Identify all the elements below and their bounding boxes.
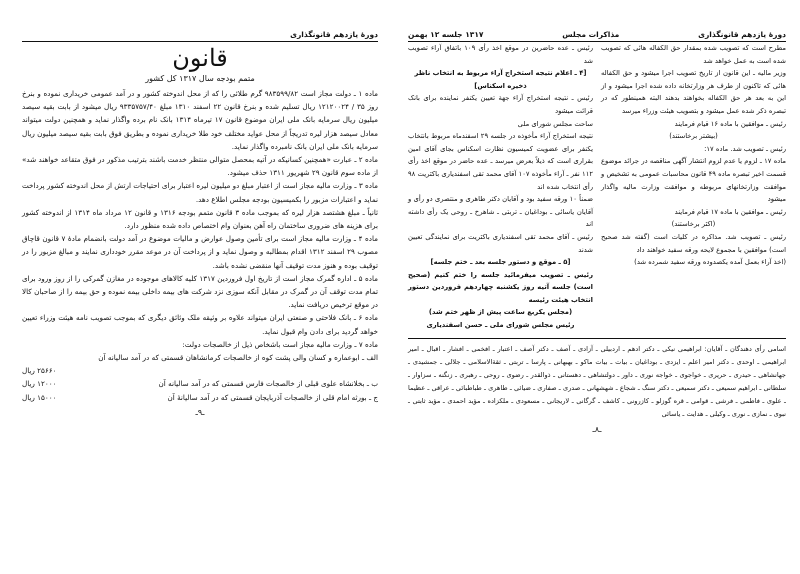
column-right (601, 42, 786, 332)
transcript-paragraph: ساحت مجلس شورای ملی (517, 119, 593, 128)
article-paragraph: الف ـ ابوعماره و کسان والی پشت کوه از خالصجات کرمانشاهان قسمتی که در آمد سالیانه آن (98, 353, 378, 363)
transcript-paragraph: رئیس ـ تصویب شد. ماده ۱۷: (704, 144, 786, 153)
transcript-paragraph: [۴ ـ اعلام نتیجه استخراج آراء مربوط به انتخاب ناظر ذخیره اسکناس] (414, 69, 587, 90)
document-subtitle: متمم بودجه سال ۱۳۱۷ کل کشور (145, 74, 255, 83)
page-header (408, 30, 786, 42)
article-paragraph: ماده ۴ ـ وزارت مالیه مجاز است برای تأمین وصول عوارض و مالیات موضوع در آمد دولت بانضمام مادهٔ ۷ قانون قاچاق مصوب ۲۹ اسفند ۱۳۱۲ اقدام بمطالبه و وصول نماید و از پرداخت آن در موعد مقرر خودداری نمایند و مبالغ مزبور را در توقیف بوده و هنوز مدت توقیف آنها منقضی نشده باشد. (22, 234, 378, 270)
page-number: ـ۸ـ (592, 424, 602, 434)
transcript-paragraph: (بیشتر برخاستند) (669, 132, 718, 141)
voters-text: اسامی رأی دهندگان ـ آقایان: ابراهیمی نیکی ـ دکتر ادهم ـ اردبیلی ـ آزادی ـ آصف ـ دکتر آصف ـ اعتبار ـ افخمی ـ افشار ـ اقبال ـ امیر ابراهیمی ـ اوحدی ـ دکتر امیر اعلم ـ ایزدی ـ بوداغیان ـ بیات ـ بیات ماکو ـ بهبهانی ـ پارسا ـ تربتی ـ ثقةالاسلامی ـ جلالی ـ جمشیدی ـ جهانشاهی ـ حیدری ـ حریری ـ خواجوی ـ خواجه نوری ـ داور ـ دولتشاهی ـ دهستانی ـ ذوالقدر ـ رضوی ـ روحی ـ رهبری ـ زنگنه ـ سزاوار ـ سلطانی ـ ابراهیم سمیعی ـ دکتر سمیعی ـ دکتر سنگ ـ شجاع ـ شهشهانی ـ صدری ـ صفاری ـ ضیائی ـ طاهری ـ طباطبائی ـ عراقی ـ عظیما ـ علوی ـ فاطمی ـ فرشی ـ قوامی ـ قره گوزلو ـ کازرونی ـ کاشف ـ گرگانی ـ لاریجانی ـ مسعودی ـ ملکزاده ـ مؤید احمدی ـ مؤید ثابتی ـ نبوی ـ نمازی ـ نوری ـ وکیلی ـ هدایت ـ یاسائی (408, 344, 786, 418)
transcript-paragraph: رئیس ـ تصویب شد. مذاکره در کلیات است (گفته شد صحیح است) موافقین با مجموع لایحه ورقه سفید خواهند داد (601, 232, 786, 254)
transcript-paragraph: ضمناً ۱۰ ورقه سفید بود و آقایان دکتر طاهری و منتصری دو رأی و آقایان یاسائی ـ بوداغیان ـ تربتی ـ شاهرخ ـ روحی یک رأی داشته اند (408, 195, 593, 229)
transcript-paragraph: ماده ۱۷ ـ لزوم یا عدم لزوم انتشار آگهی مناقصه در جرائد موضوع قسمت اخیر تبصره ماده ۴۹ قانون محاسبات عمومی به تشخیص و موافقت وزارتخانهای مربوطه و موافقت وزارت مالیه واگذار میشود (601, 157, 786, 204)
amount-label: ب ـ بخلانشاه علوی قبلی از خالصجات فارس قسمتی که در آمد سالیانه آن (158, 379, 378, 389)
article-paragraph: ماده ۳ ـ وزارت مالیه مجاز است از اعتبار مبلغ دو میلیون لیره اعتبار برای احتیاجات ارتش از محل اندوخته کشور پرداخت نماید و اعتبارات مزبور را بکمیسیون بودجه مجلس اطلاع دهد. (22, 181, 378, 204)
article-paragraph: ثانیاً ـ مبلغ هشتصد هزار لیره که بموجب ماده ۳ قانون متمم بودجه ۱۳۱۶ و قانون ۱۲ مرداد ماه ۱۳۱۴ از اندوخته کشور برای هزینه های ضروری ساختمان راه آهن بعنوان وام اختصاص داده شده منظور دارد. (22, 207, 379, 231)
transcript-paragraph: رئیس ـ تصویب میفرمائید جلسه را ختم کنیم (صحیح است) جلسه آتیه روز یکشنبه چهاردهم فروردین دستور انتخاب هیئت رئیسه (408, 270, 593, 304)
amount-value: ۱۵۰۰۰ ریال (22, 392, 57, 402)
page-number: ـ۹ـ (195, 407, 205, 417)
transcript-paragraph: رئیس ـ موافقین با ماده ۱۶ قیام فرمایند (674, 119, 786, 128)
transcript-paragraph: رئیس ـ عده حاضرین در موقع اخذ رأی ۱۰۹ باتفاق آراء تصویب شد (408, 44, 593, 65)
voters-list (408, 338, 786, 421)
column-left (408, 42, 593, 332)
transcript-paragraph: (اکثر برخاستند) (671, 220, 716, 229)
transcript-paragraph: [۵ ـ موقع و دستور جلسه بعد ـ ختم جلسه] (430, 258, 571, 267)
header-right: دورهٔ یازدهم قانونگذاری (698, 30, 786, 39)
header-left: ۱۳۱۷ جلسه ۱۲ بهمن (408, 30, 484, 39)
transcript-paragraph: (مجلس یکربع ساعت پیش از ظهر ختم شد) (428, 308, 573, 317)
columns (408, 42, 786, 332)
transcript-paragraph: رئیس مجلس شورای ملی ـ حسن اسفندیاری (426, 321, 575, 330)
left-body (22, 87, 378, 364)
article-paragraph: ماده ۲ ـ عبارت «همچنین کسانیکه در آتیه بمحصل متوالی منتظر خدمت باشند بترتیب مذکور در فوق متقاعد خواهند شد» از ماده سوم قانون ۲۹ شهریور ۱۳۱۱ حذف میشود. (22, 155, 378, 178)
header-title: دورهٔ یازدهم قانونگذاری (290, 30, 378, 39)
transcript-paragraph: (اخذ آراء بعمل آمده یکصدوده ورقه سفید شمرده شد) (634, 258, 786, 267)
amount-row (22, 364, 378, 377)
article-paragraph: ماده ۵ ـ اداره گمرک مجاز است از تاریخ اول فروردین ۱۳۱۷ کلیه کالاهای موجوده در مغازن گمرکی را از روز ورود برای تمام مدت توقف آن در گمرک در مقابل آنکه سوزی نزد شرکت های بیمه داخلی بیمه نموده و حق بیمه را از صاحبان کالا در موقع ترخیص دریافت نماید. (22, 273, 378, 310)
amount-row (22, 391, 378, 404)
page-header (22, 30, 378, 42)
header-center: مذاکرات مجلس (562, 30, 620, 39)
amounts-list (22, 364, 378, 404)
amount-row (22, 377, 378, 390)
amount-value: ۲۵۶۶۰ ریال (22, 366, 57, 376)
transcript-paragraph: مطرح است که تصویب شده بمقدار حق الکفاله هائی که تصویب شده است به عمل خواهد شد (601, 44, 786, 65)
amount-label: ج ـ بورثه امام قلی از خالصجات آذربایجان قسمتی که در آمد سالیانهٔ آن (167, 392, 378, 402)
right-page (400, 0, 800, 574)
transcript-paragraph: رئیس ـ نتیجه استخراج آراء جهة تعیین یکنفر نماینده برای بانک قرائت میشود (408, 94, 593, 115)
document-title: قانون (172, 44, 228, 72)
article-paragraph: ماده ۱ ـ دولت مجاز است ۹۸۳۵۹۹/۸۲ گرم طلائی را که از محل اندوخته کشور و در آمد عمومی خریداری نموده و بنرخ روز ۳۵ / ۱۲۱۲۰۰۲۴ ریال تسلیم شده و بنرخ قانون ۲۲ اسفند ۱۳۱۰ مبلغ ۹۳۳۵۷۵۷/۴۰ ریال میشود از بابت بقیه سیصد میلیون ریال سرمایه بانک ملی ایران موضوع قانون ۱۷ تیرماه ۱۳۱۴ بانک نام برده واگذار نماید و همچنین دولت میتواند معادل سیصد هزار لیره تدریجاً از محل عواید مختلف خود طلا خریداری نموده و بطریق فوق بابت بقیه سیصد میلیون ریال سرمایه بانک ملی ایران بانک نامبرده واگذار نماید. (22, 89, 379, 151)
article-paragraph: ماده ۶ ـ بانک فلاحتی و صنعتی ایران میتواند علاوه بر وثیقه ملک وثائق دیگری که بموجب تصویب نامه هیئت وزراء تعیین خواهد گردید برای دادن وام قبول نماید. (22, 313, 378, 336)
article-paragraph: ماده ۷ ـ وزارت مالیه مجاز است باشخاص ذیل از خالصجات دولت: (182, 339, 378, 349)
transcript-paragraph: وزیر مالیه ـ این قانون از تاریخ تصویب اجرا میشود و حق الکفاله هائی که تاکنون از طرف هر وزارتخانه داده شده اجرا میشود و از این به بعد هر حق الکفاله بخواهند بدهند البته همینطور که در تبصره ذکر شده عمل میشود و بتصویب هیئت وزراء میرسد (601, 69, 786, 115)
amount-value: ۱۲۰۰۰ ریال (22, 379, 57, 389)
transcript-paragraph: رئیس ـ آقای محمد تقی اسفندیاری باکثریت برای نمایندگی تعیین شدند (408, 232, 593, 254)
transcript-paragraph: رئیس ـ موافقین با ماده ۱۷ قیام فرمایند (674, 207, 786, 216)
transcript-paragraph: نتیجه استخراج آراء مأخوذه در جلسه ۲۹ اسفندماه مربوط بانتخاب یکنفر برای عضویت کمیسیون نظارت اسکناس بجای آقای امین بقراری است که ذیلاً بعرض میرسد ـ عده حاضر در موقع اخذ رأی ۱۱۲ نفر ـ آراء مأخوذه ۱۰۷ آقای محمد تقی اسفندیاری باکثریت ۹۸ رأی انتخاب شده اند (408, 132, 593, 191)
